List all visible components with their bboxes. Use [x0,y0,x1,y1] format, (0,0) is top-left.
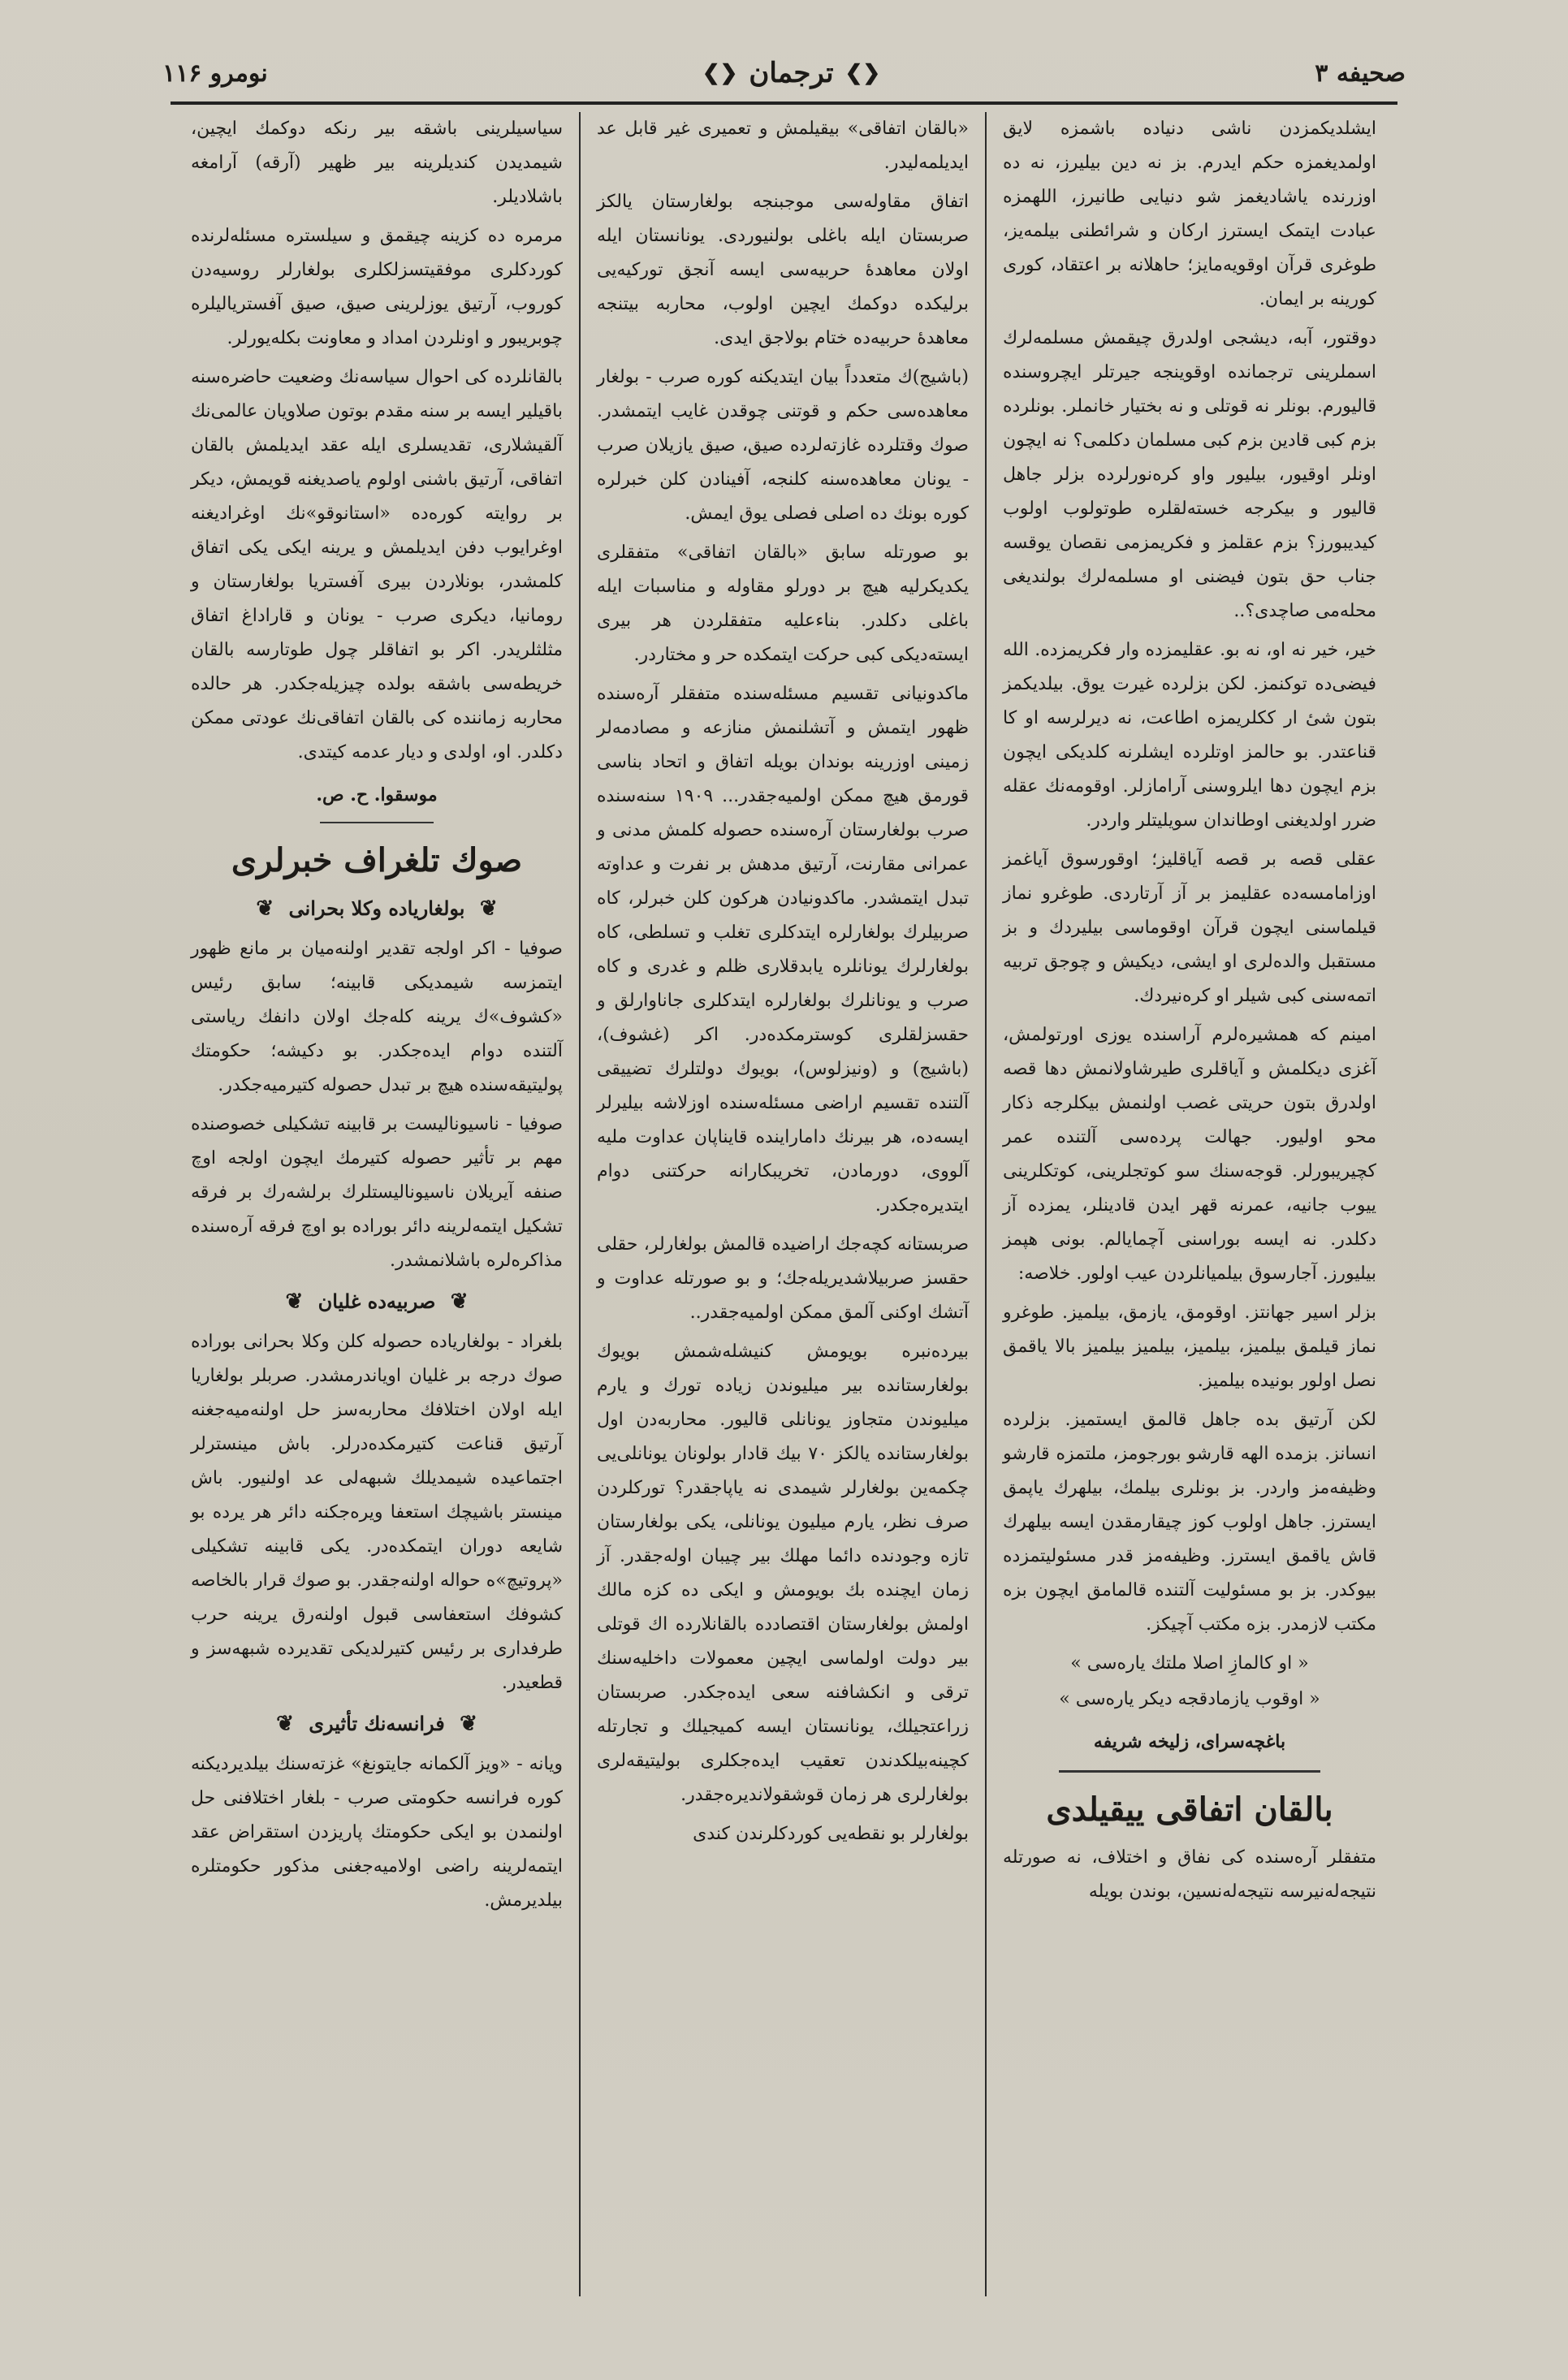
columns [175,112,1393,2296]
newspaper-title [702,57,880,89]
paragraph: امینم که همشیره‌لرم آراسنده یوزی اورتولمش، آغزی دیکلمش و آیاقلری طیرشاولانمش دها قصه اولدرق بتون حریتی غصب اولنمش بیکلرجه ذکار محو اولیور. جهالت پرده‌سی آلتنده عمر کچیریبورلر. قوجه‌سنك سو کوتجلرینی، کوتکلرینی ییوب جانیه، عمرنه قهر ایدن قادینلر، یمزده آز دکلدر. نه ایسه بوراسنی آچمایالم. بونی هپمز بیلیورز. آجارسوق بیلمیانلردن عیب اولور. خلاصه: [1003,1025,1376,1284]
ornament-icon: ❦ [450,1289,469,1314]
section-divider [320,822,434,823]
paragraph: صوفیا - ناسیونالیست بر قابینه تشکیلی خصوصنده مهم بر تأثیر حصوله کتیرمك ایچون اولجه اوچ صنفه آیریلان ناسیونالیستلرك برلشه‌رك بر فرقه تشکیل ایتمه‌لرینه دائر بوراده بو اوچ فرقه آره‌سنده مذاکره‌لره باشلانمشدر. [191,1114,563,1271]
ornament-icon: ❦ [285,1289,304,1314]
paragraph: متفقلر آره‌سنده کی نفاق و اختلاف، نه صورتله نتیجه‌له‌نیرسه نتیجه‌له‌نسین، بوندن بویله [1003,1847,1376,1902]
news-subhead [191,1285,563,1319]
paragraph: ماکدونیانی تقسیم مسئله‌سنده متفقلر آره‌سنده ظهور ایتمش و آتشلنمش منازعه و مصادمه‌لر زمینی اوزرینه بوندان بویله اتفاق و اتحاد بناسی قورمق هیچ ممکن اولمیه‌جقدر... ۱۹۰۹ سنه‌سنده صرب بولغارستان آره‌سنده حصوله کلمش مدنی و عمرانی مقارنت، آرتیق مدهش بر نفرت و عداوته تبدل ایتمشدر. ماکدونیادن هرکون کلن خبرلر، کاه صربیلرك بولغارلره ایتدکلری تغلب و تسلطی، کاه بولغارلرك یونانلره یابدقلاری ظلم و غدری و کاه صرب و یونانلرك بولغارلره ایتدکلری جاناوارلق و حقسزلقلری کوسترمکده‌در. اکر (غشوف)، (باشیج) و (ونیزلوس)، بویوك دولتلرك تضییقی آلتنده تقسیم اراضی مسئله‌سنده اوزلاشه بیلیرلر ایسه‌ده، هر بیرنك داماراینده قایناپان عداوت ملیه آلووی، دورمادن، تخریبکارانه حرکتنی دوام ایتدیره‌جکدر. [597,684,969,1216]
ornament-icon: ❦ [479,896,498,921]
poem-line: « اوقوب یازمادقجه دیکر یاره‌سی » [1059,1689,1320,1709]
paragraph: بیرده‌نبره بویومش کنیشله‌شمش بویوك بولغارستانده بیر میلیوندن زیاده تورك و یارم میلیوندن متجاوز یونانلی قالیور. محاربه‌دن اول بولغارستانده یالکز ۷۰ بیك قادار بولونان یونانلی‌یی چکمه‌ین بولغارلر شیمدی نه یاپاجقدر؟ تورکلردن صرف نظر، یارم میلیون یونانلی، یکی بولغارستان تازه وجودنده دائما مهلك بیر چیبان اوله‌جقدر. آز زمان ایچنده بك بویومش و ایکی ده کزه مالك اولمش بولغارستان اقتصادده بالقانلارده ا‌ك قوتلی بیر دولت اولماسی ایچین معمولات داخلیه‌سنك ترقی و انکشافنه سعی ایده‌جکدر. صربستان زراعتجیلك، یونانستان ایسه کمیجیلك و تجارتله کچینه‌بیلکدندن تعقیب ایده‌جکلری بولیتیقه‌لری بولغارلری هر زمان قوشقولاندیره‌جقدر. [597,1341,969,1805]
masthead [162,45,1406,102]
ornament-icon: ❦ [276,1712,294,1736]
article-signature: باغچه‌سرای، زلیخه شریفه [1093,1731,1286,1752]
column-middle [581,112,987,2296]
column-right [987,112,1393,2296]
news-headline: صوك تلغراف خبرلری [231,841,523,879]
paragraph: بلغراد - بولغاریاده حصوله کلن وکلا بحرانی بوراده صوك درجه بر غلیان اویاندرمشدر. صربلر بولغاریا ایله اولان اختلافك محاربه‌سز حل اولنه‌میه‌جغنه آرتیق قناعت کتیرمکده‌درلر. باش مینسترلر اجتماعیده شیمدیلك شبهه‌لی عد اولنیور. باش مینستر باشیچك استعفا ویره‌جکنه دائر هر یرده بو شایعه دوران ایتمکده‌در. یکی قابینه تشکیلی «پروتیچ»ه حواله اولنه‌جقدر. بو صوك قرار بالخاصه کشوفك استعفاسی قبول اولنه‌رق یرینه حرب طرفداری بر رئیس کتیرلدیکی تقدیرده شبهه‌سز و قطعیدر. [191,1332,563,1693]
paragraph: لکن آرتیق بده جاهل قالمق ایستمیز. بزلرده انسانز. بزمده الهه قارشو بورجومز، ملتمزه قارشو وظیفه‌مز واردر. بز بونلری بیلمك، بیلهرك یاپمق ایسترز. جاهل اولوب کوز چیقارمقدن ایسه بیلهرك قاش یاقمق ایسترز. وظیفه‌مز قدر مسئولیتمزده بیوکدر. بز بو مسئولیت آلتنده قالمامق ایچون بزه مکتب لازمدر. بزه مکتب آچیکز. [1003,1410,1376,1635]
paragraph: ایشلدیکمزدن ناشی دنیاده باشمزه لایق اولمدیغمزه حکم ایدرم. بز نه دین بیلیرز، نه ده اوزرنده یاشادیغمز شو دنیایی طانیرز، اللهمزه عبادت ایتمک ایسترز ارکان و شرائطنی بیلمه‌یز، طوغری قرآن اوقویه‌مایز؛ حاهلانه بر اعتقاد، کوری کورینه بر ایمان. [1003,119,1376,309]
paragraph: صوفیا - اکر اولجه تقدیر اولنه‌میان بر مانع ظهور ایتمزسه شیمدیکی قابینه؛ سابق رئیس «کشوف»‌ك یرینه کله‌جك اولان دانفك ریاستی آلتنده دوام ایده‌جکدر. بو دکیشه؛ حکومتك پولیتیقه‌سنده هیچ بر تبدل حصوله کتیرمیه‌جکدر. [191,939,563,1095]
paragraph: بزلر اسیر جهانتز. اوقومق، یازمق، بیلمیز. طوغرو نماز قیلمق بیلمیز، بیلمیز، بیلمیز بیلمیز بالا یاقمق نصل اولور بونیده بیلمیز. [1003,1302,1376,1391]
news-subhead [191,1707,563,1741]
paragraph: اتفاق مقاوله‌سی موجبنجه بولغارستان یالکز صربستان ایله باغلی بولنیوردی. یونانستان ایله اولان معاهدهٔ حربیه‌سی ایسه آنجق تورکیه‌یی برلیکده دوکمك ایچین اولوب، محاربه بیتنجه معاهدهٔ حربیه‌ده ختام بولاجق ایدی. [597,192,969,348]
poem-line: « او کالمازِ اصلا ملتك یاره‌سی » [1070,1653,1309,1674]
subhead-text: بولغاریاده وکلا بحرانی [288,896,465,920]
paragraph: بولغارلر بو نقطه‌یی کوردکلرندن کندی [693,1824,969,1844]
column-left [175,112,581,2296]
page-number: صحیفه ۳ [1315,58,1406,88]
article-headline: بالقان اتفاقی ییقیلدی [1046,1790,1333,1829]
issue-number: نومرو ۱۱۶ [162,58,268,88]
paragraph: عقلی قصه بر قصه آیاقلیز؛ اوقورسوق آیاغمز اوزامامسه‌ده عقلیمز بر آز آرتاردی. طوغرو نماز قیلماسنی ایچون قرآن اوقوماسی بیلیرد‌ك و بز مستقبل والده‌لری او ایشی، دیکیش و چوجق تربیه اتمه‌سنی کبی شیلر او کره‌نیردك. [1003,849,1376,1006]
paragraph: ویانه - «ویز آلکمانه جایتونغ» غزته‌سنك بیلدیردیکنه کوره فرانسه حکومتی صرب - بلغار اختلافنی حل اولنمدن بو ایکی حکومتك پاریزدن استقراض عقد ایتمه‌لرینه راضی اولامیه‌جغنی مذکور حکومتلره بیلدیرمش. [191,1754,563,1911]
paragraph: خیر، خیر نه او، نه بو. عقلیمزده وار فکریمزده. الله فیضی‌ده توکنمز. لکن بزلرده غیرت یوق. بیلدیکمز بتون شیٔ ار ککلریمزه اطاعت، نه دیرلرسه او کا قناعتدر. بو حالمز اوتلرده ایشلرنه کلدیکی ایچون بزم ایچون دها ایلروسنی آرامازلر. اوقومه‌نك عقله ضرر اولدیغنی اوطاندان سویلیتلر واردر. [1003,640,1376,831]
ornament-right-icon: ❮❯ [844,61,881,85]
ornament-icon: ❦ [460,1712,477,1736]
news-subhead [191,892,563,926]
newspaper-title-text: ترجمان [749,57,834,89]
paragraph: بو صورتله سابق «بالقان اتفاقی» متفقلری یکدیکرلیه هیچ بر دورلو مقاوله و مناسبات ایله باغلی دکلدر. بناءعلیه متفقلردن هر بیری ایسته‌دیکی کبی حرکت ایتمکده حر و مختاردر. [597,542,969,665]
paragraph: دوقتور، آبه، دیشجی اولدرق چیقمش مسلمه‌لرك اسملرینی ترجمانده اوقوینجه جیرتلر ایچروسنده قالیورم. بونلر نه قوتلی و نه بختیار خانملر. بونلرده بزم کبی قادین بزم کبی مسلمان دکلمی؟ نه ایچون اونلر اوقیور، بیلیور واو کره‌نورلرده بزلر جاهل قالیور و بیکرجه خسته‌لقلره طوتولوب اولوب کیدیبورز؟ بزم عقلمز و فکریمزمی نقصان یوقسه جناب حق بتون فیضنی او مسلمه‌لرك بولندیغی محله‌می صاچدی؟.. [1003,328,1376,621]
paragraph: صربستانه کچه‌جك اراضیده قالمش بولغارلر، حقلی حقسز صربیلاشدیریله‌جك؛ و بو صورتله عداوت و آتشك اوکنی آلمق ممکن اولمیه‌جقدر.. [597,1234,969,1323]
paragraph: (باشیج)‌ك متعدداً بیان ایتدیکنه کوره صرب - بولغار معاهده‌سی حکم و قوتنی چوقدن غایب ایتمشدر. صوك وقتلرده غازته‌لرده صیق، صیق یازیلان صرب - یونان معاهده‌سنه کلنجه، آفینادن کلن خبرلره کوره بونك ده اصلی فصلی یوق ایمش. [597,367,969,524]
paragraph: مرمره ده کزینه چیقمق و سیلستره مسئله‌لرنده کوردکلری موفقیتسزلکلری بولغارلر روسیه‌دن کوروب، آرتیق یوزلرینی صیق، صیق آفستریالیلره چوبریبور و اونلردن امداد و معاونت بکله‌یورلر. [191,226,563,348]
paragraph: سیاسیلرینی باشقه بیر رنکه دوکمك ایچین، شیمدیدن کندیلرینه بیر ظهیر (آرقه) آرامغه باشلادیلر. [191,119,563,207]
ornament-left-icon: ❮❯ [702,61,738,85]
header-rule [171,102,1397,105]
section-divider [1059,1770,1320,1773]
ornament-icon: ❦ [256,896,274,921]
subhead-text: فرانسه‌نك تأثیری [309,1712,445,1735]
paragraph: بالقانلرده کی احوال سیاسه‌نك وضعیت حاضره‌سنه باقیلیر ایسه بر سنه مقدم بوتون صلاویان عالمی‌نك آلقیشلاری، تقدیسلری ایله عقد ایدیلمش بالقان اتفاقی، آرتیق باشنی اولوم یاصدیغنه قویمش، دیکر بر روایته کوره‌ده «استانوقو»‌نك اوغرادیغنه اوغرایوب دفن ایدیلمش و یرینه ایکی یکی اتفاق کلمشدر، بونلاردن بیری آفستریا بولغارستان و رومانیا، دیکری صرب - یونان و قاراداغ اتفاق مثلثلریدر. اکر بو اتفاقلر چول طوتارسه بالقان خریطه‌سی باشقه بولده چیزیله‌جکدر. هر حالده محاربه زماننده کی بالقان اتفاقی‌نك عودتی ممکن دکلدر. او، اولدی و دیار عدمه کیتدی. [191,367,563,762]
paragraph: «بالقان اتفاقی» بیقیلمش و تعمیری غیر قابل عد ایدیلمه‌لیدر. [597,119,969,173]
article-signature: موسقوا. ح. ص. [316,784,438,806]
subhead-text: صربیه‌ده غلیان [317,1289,436,1313]
